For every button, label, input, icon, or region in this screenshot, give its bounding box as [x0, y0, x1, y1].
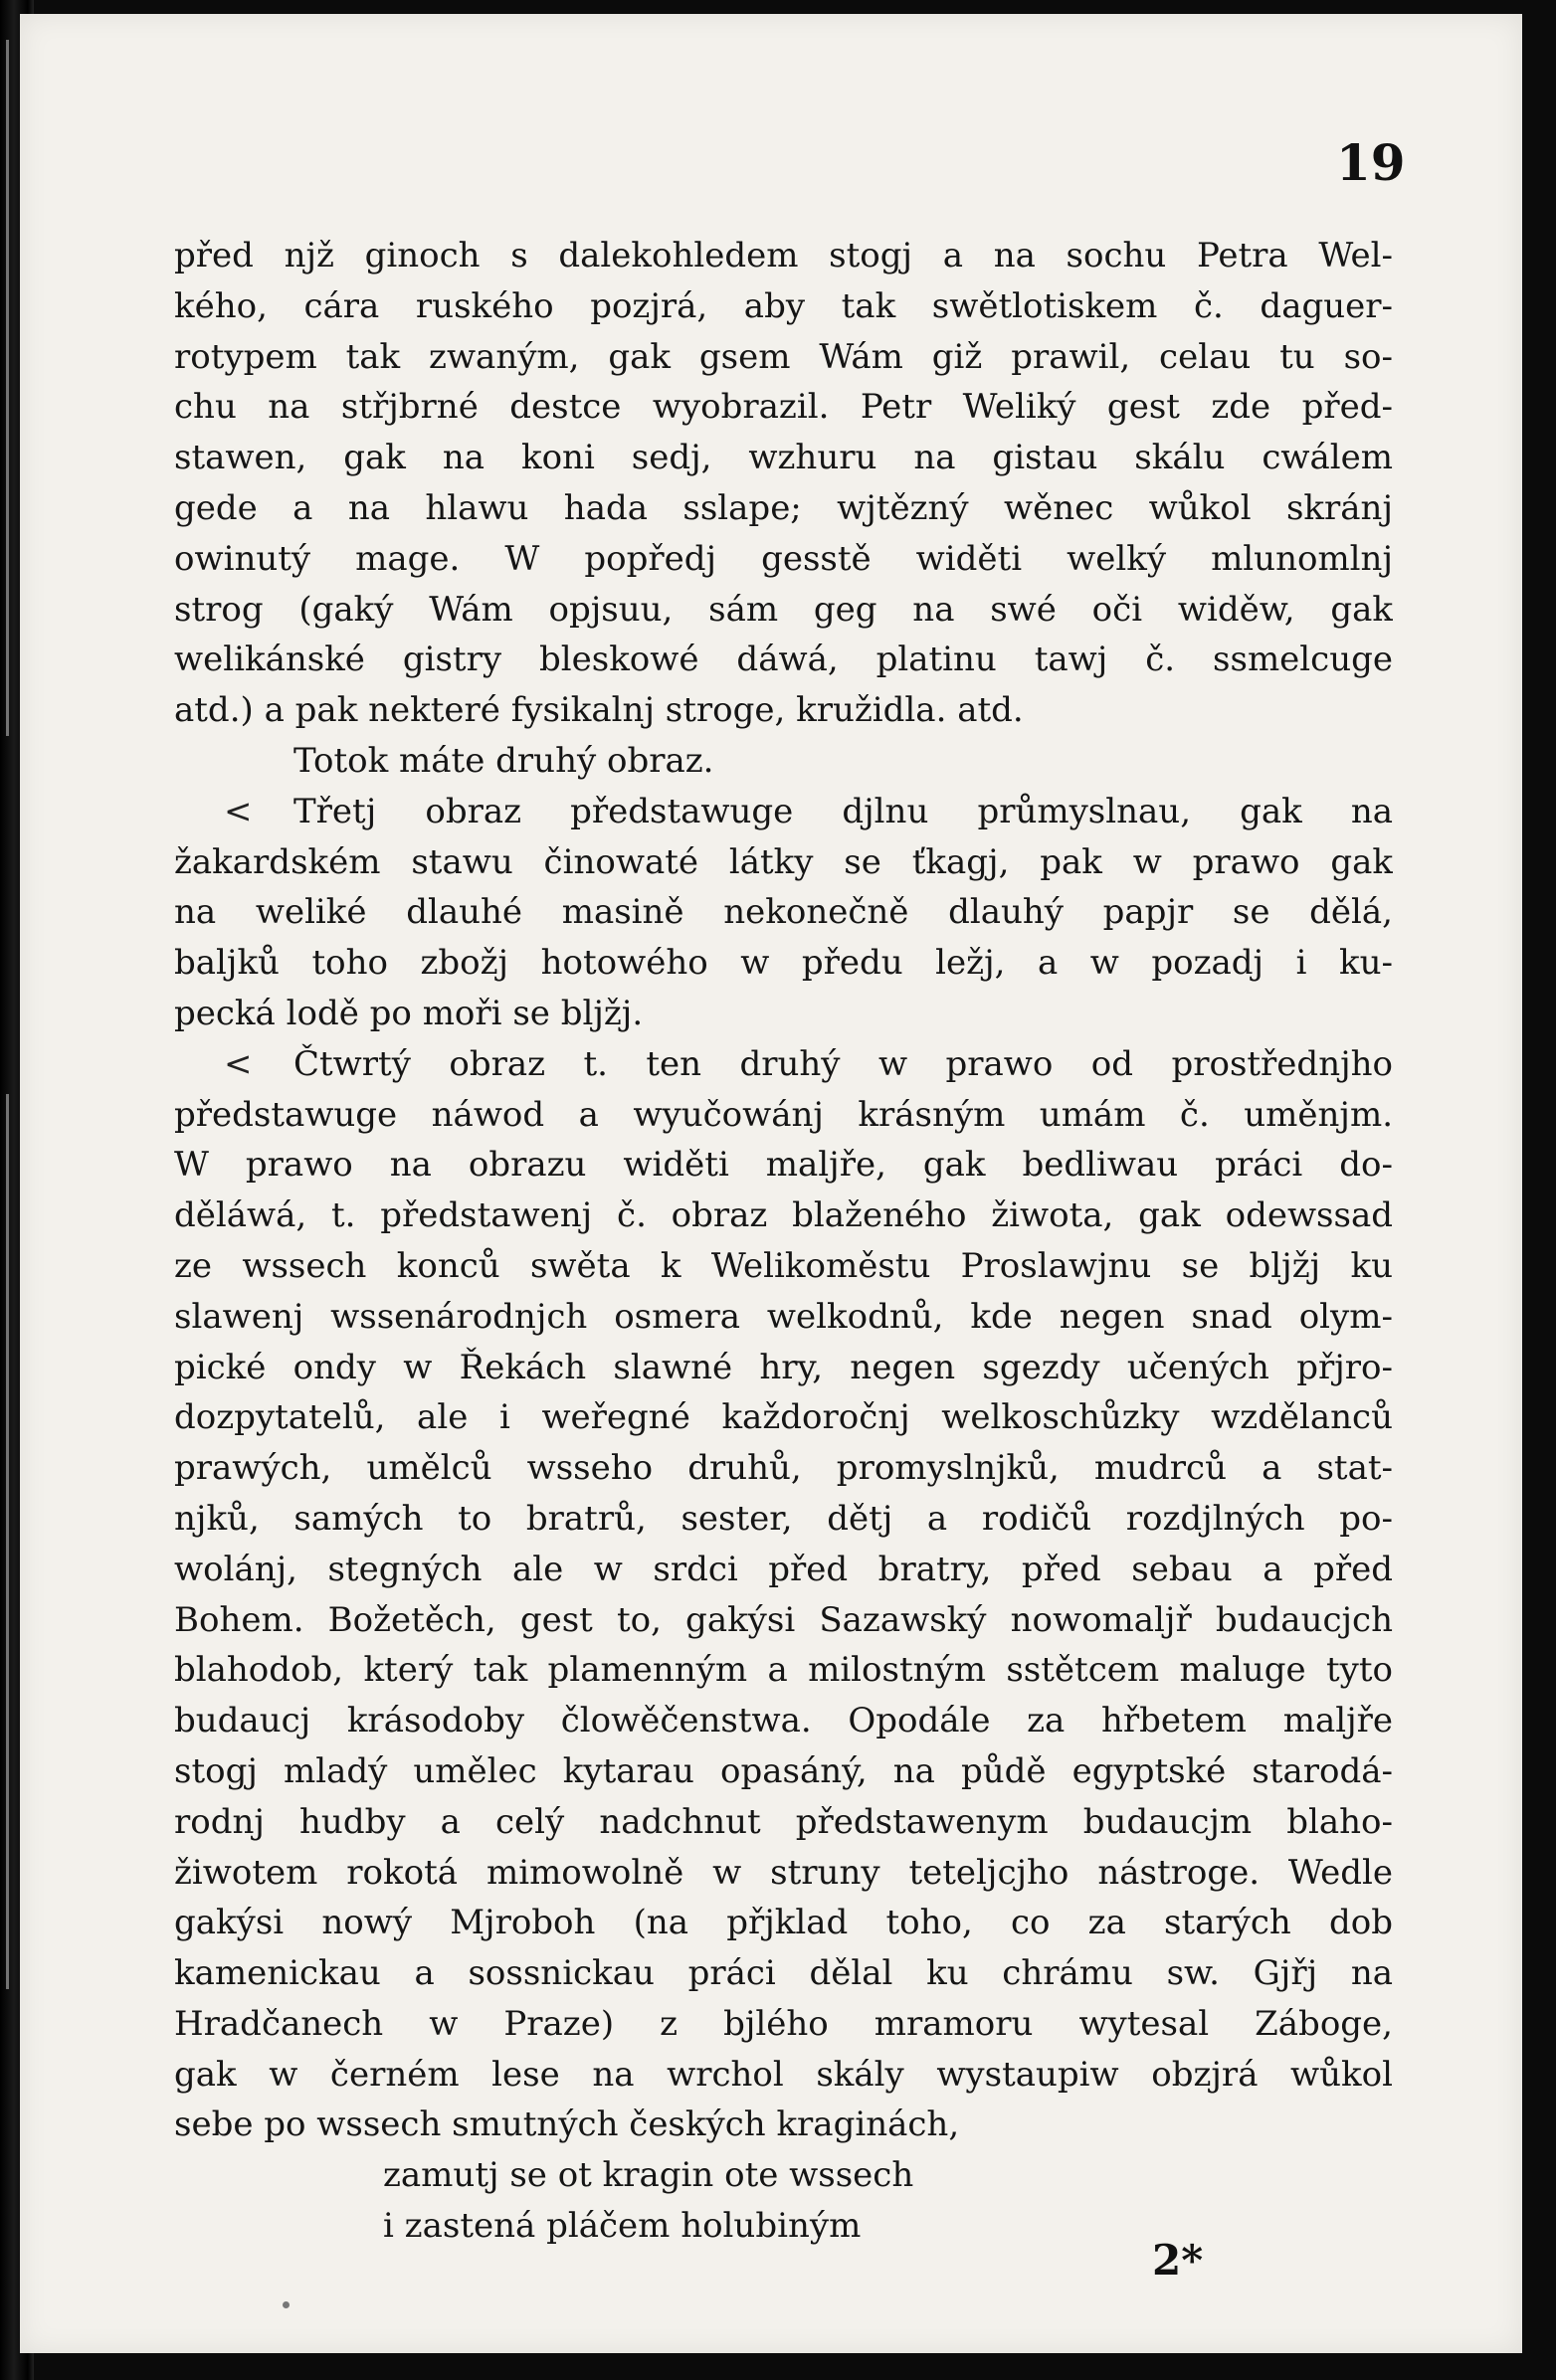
- text-line: kého, cára ruského pozjrá, aby tak swětlotiskem č. daguer-: [174, 285, 1393, 326]
- text-line: předstawuge náwod a wyučowánj krásným umám č. uměnjm.: [174, 1094, 1393, 1135]
- spine-edge-line: [6, 40, 9, 736]
- text-line: stawen, gak na koni sedj, wzhuru na gistau skálu cwálem: [174, 438, 1393, 478]
- text-line: Hradčanech w Praze) z bjlého mramoru wytesal Záboge,: [174, 2003, 1393, 2044]
- text-line: gede a na hlawu hada sslape; wjtězný wěnec wůkol skránj: [174, 487, 1393, 528]
- page-number: 19: [1336, 133, 1406, 192]
- text-line: budaucj krásodoby člowěčenstwa. Opodále za hřbetem maljře: [174, 1701, 1393, 1741]
- text-line: welikánské gistry bleskowé dáwá, platinu tawj č. ssmelcuge: [174, 640, 1393, 680]
- page-body: [174, 231, 1393, 2252]
- text-line: před njž ginoch s dalekohledem stogj a na sochu Petra Wel-: [174, 236, 1393, 275]
- text-line: owinutý mage. W popředj gesstě widěti welký mlunomlnj: [174, 538, 1393, 579]
- verse-line: i zastená pláčem holubiným: [383, 2206, 862, 2247]
- text-line: baljků toho zbožj hotowého w předu ležj, a w pozadj i ku-: [174, 943, 1393, 984]
- text-line: W prawo na obrazu widěti maljře, gak bedliwau práci do-: [174, 1145, 1393, 1186]
- text-line: gakýsi nowý Mjroboh (na přjklad toho, co za starých dob: [174, 1903, 1393, 1943]
- text-line: rodnj hudby a celý nadchnut předstawenym budaucjm blaho-: [174, 1801, 1393, 1842]
- text-line: njků, samých to bratrů, sester, dětj a rodičů rozdjlných po-: [174, 1498, 1393, 1539]
- text-line: sebe po wssech smutných českých kraginách,: [174, 2105, 960, 2145]
- text-line: chu na střjbrné destce wyobrazil. Petr Weliký gest zde před-: [174, 387, 1393, 428]
- text-line: gak w černém lese na wrchol skály wystaupiw obzjrá wůkol: [174, 2054, 1393, 2095]
- text-line: na weliké dlauhé masině nekonečně dlauhý papjr se dělá,: [174, 892, 1393, 933]
- margin-mark: <: [224, 1043, 253, 1084]
- text-line: kamenickau a sossnickau práci dělal ku chrámu sw. Gjřj na: [174, 1953, 1393, 1994]
- text-line: rotypem tak zwaným, gak gsem Wám giž prawil, celau tu so-: [174, 336, 1393, 377]
- text-line: stogj mladý umělec kytarau opasáný, na půdě egyptské starodá-: [174, 1750, 1393, 1791]
- text-line: žakardském stawu činowaté látky se ťkagj, pak w prawo gak: [174, 841, 1393, 882]
- text-line: Třetj obraz předstawuge djlnu průmyslnau, gak na: [293, 791, 1393, 831]
- text-line: dozpytatelů, ale i weřegné každoročnj welkoschůzky wzdělanců: [174, 1397, 1393, 1438]
- text-line: Čtwrtý obraz t. ten druhý w prawo od prostřednjho: [293, 1043, 1393, 1084]
- text-line: žiwotem rokotá mimowolně w struny teteljcjho nástroge. Wedle: [174, 1852, 1393, 1893]
- signature-mark: 2*: [1152, 2236, 1204, 2285]
- text-line: slawenj wssenárodnjch osmera welkodnů, kde negen snad olym-: [174, 1296, 1393, 1337]
- text-line: děláwá, t. předstawenj č. obraz blaženého žiwota, gak odewssad: [174, 1195, 1393, 1236]
- text-line: wolánj, stegných ale w srdci před bratry, před sebau a před: [174, 1549, 1393, 1589]
- text-line: Bohem. Božetěch, gest to, gakýsi Sazawský nowomaljř budaucjch: [174, 1599, 1393, 1640]
- paper-speck: [283, 2301, 290, 2308]
- text-line: atd.) a pak nekteré fysikalnj stroge, kružidla. atd.: [174, 690, 1024, 731]
- text-line: strog (gaký Wám opjsuu, sám geg na swé oči widěw, gak: [174, 589, 1393, 630]
- text-line: blahodob, který tak plamenným a milostným sstětcem maluge tyto: [174, 1650, 1393, 1691]
- verse-line: zamutj se ot kragin ote wssech: [383, 2155, 914, 2196]
- book-page: [20, 14, 1522, 2353]
- text-line: Totok máte druhý obraz.: [293, 740, 714, 781]
- paragraph-start-line: [174, 1039, 1393, 1090]
- text-line: pecká lodě po moři se bljžj.: [174, 993, 644, 1033]
- margin-mark: <: [224, 791, 253, 831]
- text-line: pické ondy w Řekách slawné hry, negen sgezdy učených přjro-: [174, 1347, 1393, 1387]
- text-line: ze wssech konců swěta k Welikoměstu Proslawjnu se bljžj ku: [174, 1245, 1393, 1286]
- text-line: prawých, umělců wsseho druhů, promyslnjků, mudrců a stat-: [174, 1448, 1393, 1489]
- spine-edge-line: [6, 1094, 9, 1989]
- paragraph-start-line: [174, 787, 1393, 837]
